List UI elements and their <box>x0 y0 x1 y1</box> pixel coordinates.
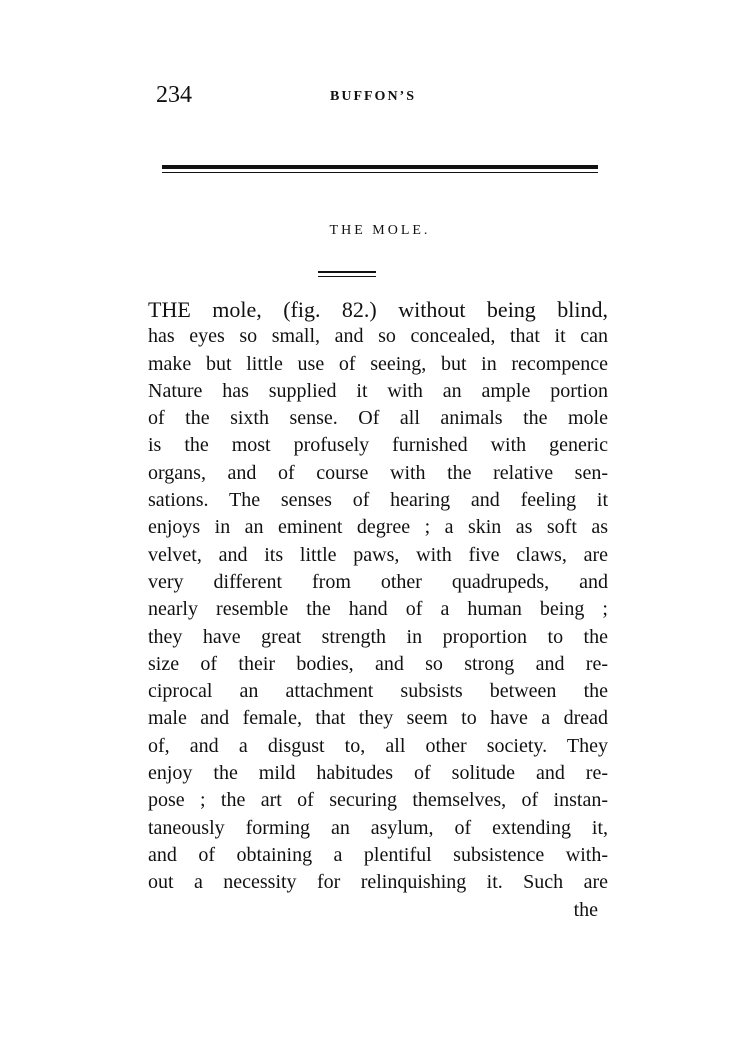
title-rule-thin <box>318 276 376 277</box>
body-line: Nature has supplied it with an ample portion <box>148 379 608 402</box>
body-line: taneously forming an asylum, of extending it, <box>148 816 608 839</box>
body-line: enjoy the mild habitudes of solitude and re- <box>148 762 608 785</box>
body-line: and of obtaining a plentiful subsistence with- <box>148 843 608 866</box>
page-number: 234 <box>156 82 192 108</box>
header-rule-thick <box>162 165 598 169</box>
catchword: the <box>573 898 598 921</box>
body-line: THE mole, (fig. 82.) without being blind, <box>148 297 608 322</box>
body-line: ciprocal an attachment subsists between the <box>148 680 608 703</box>
running-head: BUFFON’S <box>330 89 416 104</box>
section-title: THE MOLE. <box>329 223 431 238</box>
body-line: enjoys in an eminent degree ; a skin as soft as <box>148 516 608 539</box>
body-line: very different from other quadrupeds, and <box>148 570 608 593</box>
body-line: out a necessity for relinquishing it. Such are <box>148 871 608 894</box>
body-line: is the most profusely furnished with generic <box>148 434 608 457</box>
body-line: size of their bodies, and so strong and re- <box>148 652 608 675</box>
body-line: pose ; the art of securing themselves, of instan- <box>148 789 608 812</box>
body-line: nearly resemble the hand of a human being ; <box>148 598 608 621</box>
header-rule-thin <box>162 172 598 173</box>
body-line: has eyes so small, and so concealed, that it can <box>148 325 608 348</box>
body-line: they have great strength in proportion to the <box>148 625 608 648</box>
body-line: sations. The senses of hearing and feeling it <box>148 489 608 512</box>
body-line: of the sixth sense. Of all animals the mole <box>148 407 608 430</box>
body-line: male and female, that they seem to have a dread <box>148 707 608 730</box>
body-line: organs, and of course with the relative sen- <box>148 461 608 484</box>
body-line: velvet, and its little paws, with five claws, are <box>148 543 608 566</box>
body-text <box>148 296 608 924</box>
body-line: make but little use of seeing, but in recompence <box>148 352 608 375</box>
body-line: of, and a disgust to, all other society. They <box>148 734 608 757</box>
title-rule-thick <box>318 271 376 273</box>
